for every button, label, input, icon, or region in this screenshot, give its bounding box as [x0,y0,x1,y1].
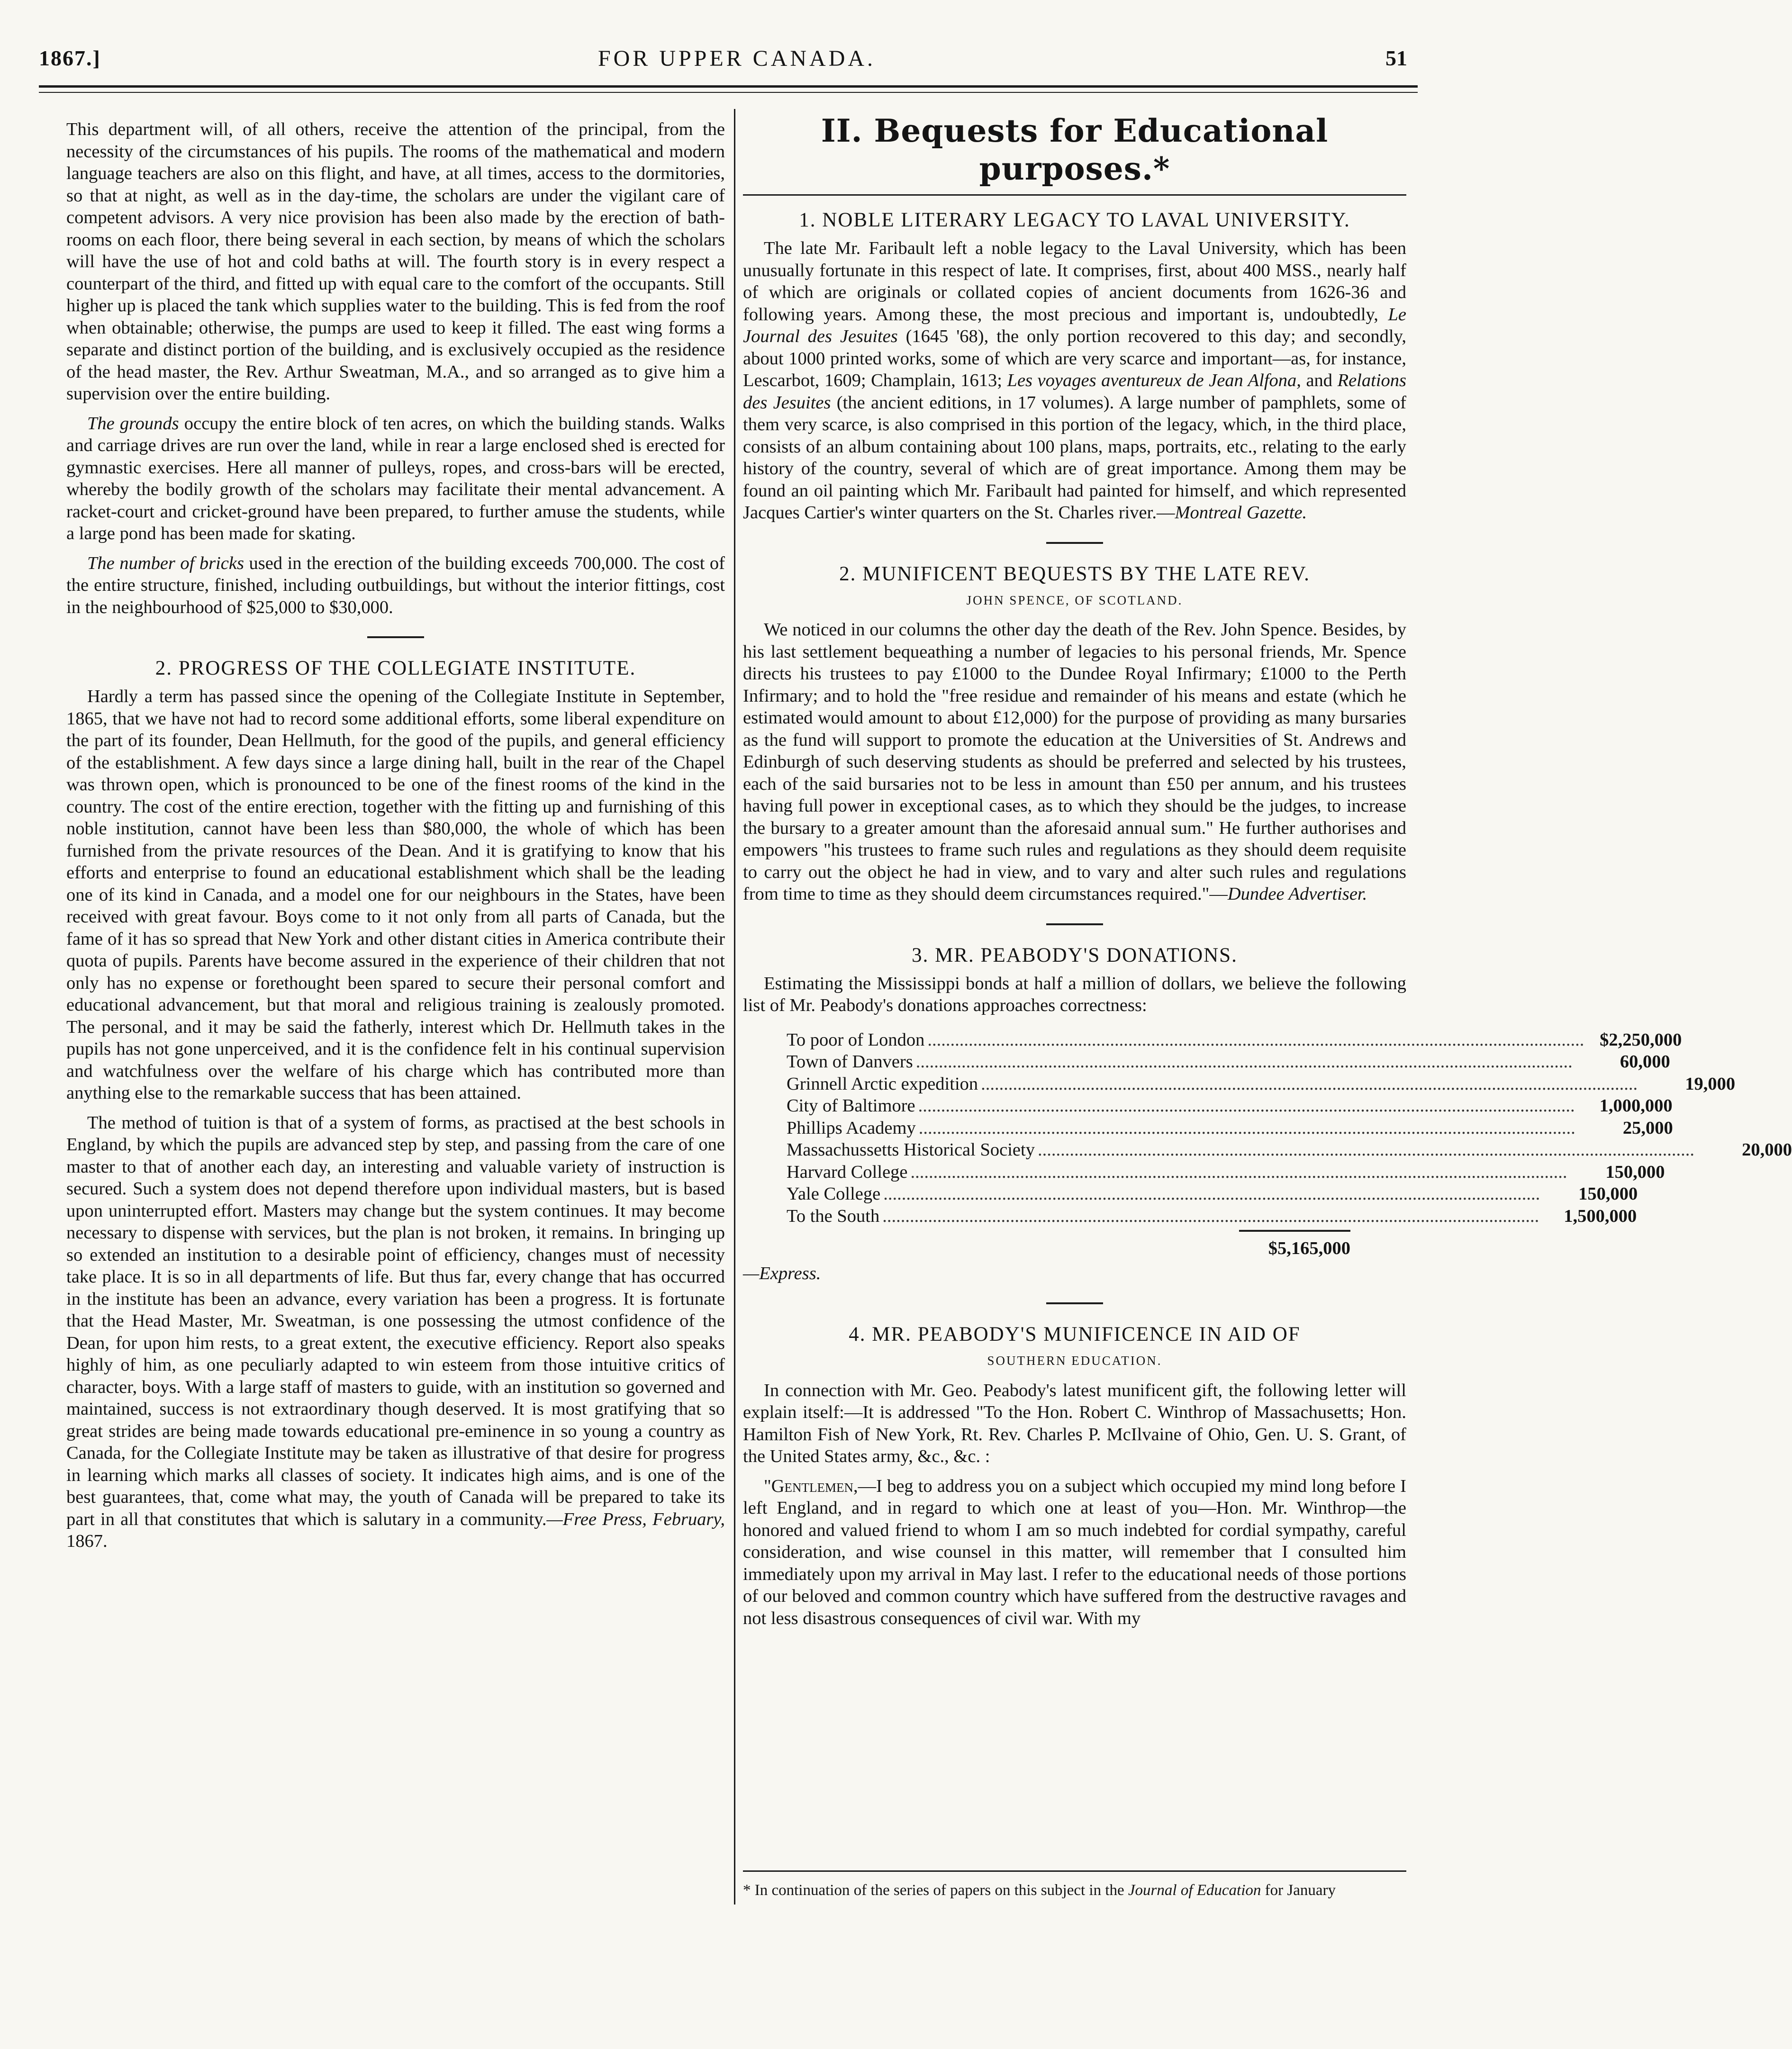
right-column [743,112,1792,1637]
left-column [66,118,725,1560]
section-subheading-southern: SOUTHERN EDUCATION. [987,1354,1162,1368]
running-head [0,45,1474,79]
part-title: II. Bequests for Educational purposes.* [821,112,1329,187]
munificence-paragraph-2: "Gentlemen,—I beg to address you on a subject which occupied my mind long before I left England, and in regard to which one at least of you—Hon. Mr. Winthrop—the honored and valued friend to whom I am so much indebted for cordial sympathy, careful consideration, and wise counsel in this matter, will remember that I consulted him immediately upon my arrival in May last. I refer to the educational needs of those portions of our beloved and common country which have suffered from the destructive ravages and not less disastrous consequences of civil war. With my [743,1476,1406,1628]
column-divider [734,109,735,1905]
section-separator [367,636,424,638]
header-rule-thick [39,85,1418,88]
part-title-rule [743,194,1406,196]
donations-total-rule [1239,1230,1350,1232]
donation-row: Harvard College ................................................................................................................................................ 150,000 [787,1162,1665,1182]
header-title: FOR UPPER CANADA. [597,46,876,71]
donation-row: To poor of London ................................................................................................................................................ $2,250,000 [787,1029,1682,1050]
donation-row: To the South ................................................................................................................................................ 1,500,000 [787,1206,1637,1226]
donation-row: Yale College ................................................................................................................................................ 150,000 [787,1184,1638,1204]
section-heading-peabody-donations: 3. MR. PEABODY'S DONATIONS. [912,944,1238,966]
section-heading-spence: 2. MUNIFICENT BEQUESTS BY THE LATE REV. [839,562,1310,585]
donations-total: $5,165,000 [1268,1238,1350,1258]
section-separator [1046,1302,1103,1304]
donation-row: Massachussetts Historical Society ................................................................................................................................................ 20,000 [787,1140,1792,1160]
section-heading-laval: 1. NOBLE LITERARY LEGACY TO LAVAL UNIVERSITY. [799,209,1350,231]
donations-attribution: —Express. [743,1263,821,1283]
munificence-paragraph-1: In connection with Mr. Geo. Peabody's latest munificent gift, the following letter will explain itself:—It is addressed "To the Hon. Robert C. Winthrop of Massachusetts; Hon. Hamilton Fish of New York, Rt. Rev. Charles P. McIlvaine of Ohio, Gen. U. S. Grant, of the United States army, &c., &c. : [743,1380,1406,1466]
collegiate-paragraph-2: The method of tuition is that of a system of forms, as practised at the best schools in England, by which the pupils are advanced step by step, and passing from the care of one master to that of another each day, an interesting and valuable variety of instruction is secured. Such a system does not depend therefore upon individual masters, but is based upon uninterrupted effort. Masters may change but the system continues. It may become necessary to dispense with services, but the plan is not broken, it remains. In bringing up so extended an institution to a desirable point of efficiency, changes must of necessity take place. It is so in all departments of life. But thus far, every change that has occurred in the institute has been an advance, every variation has been a progress. It is fortunate that the Head Master, Mr. Sweatman, is one possessing the utmost confidence of the Dean, for upon him rests, to a great extent, the executive efficiency. Report also speaks highly of him, as one peculiarly adapted to win esteem from those intuitive critics of character, boys. With a large staff of masters to guide, with an institution so governed and maintained, success is not extraordinary though deserved. It is most gratifying that so great strides are being made towards educational pre-eminence in so young a country as Canada, for the Collegiate Institute may be taken as illustrative of that desire for progress in learning which marks all classes of society. It indicates high aims, and is one of the best guarantees, that, come what may, the youth of Canada will be prepared to take its part in all that constitutes that which is salutary in a community.—Free Press, February, 1867. [66,1112,725,1551]
header-rule-thin [39,92,1418,93]
donations-table [787,1029,1792,1260]
section-heading-collegiate: 2. PROGRESS OF THE COLLEGIATE INSTITUTE. [155,657,636,679]
donation-row: Town of Danvers ................................................................................................................................................ 60,000 [787,1052,1670,1072]
bricks-paragraph: The number of bricks used in the erection of the building exceeds 700,000. The cost of the entire structure, finished, including outbuildings, but without the interior fittings, cost in the neighbourhood of $25,000 to $30,000. [66,553,725,617]
donation-row: City of Baltimore ................................................................................................................................................ 1,000,000 [787,1096,1673,1116]
header-year: 1867.] [39,46,101,70]
footnote: * In continuation of the series of papers on this subject in the Journal of Education for January [743,1870,1406,1900]
section-separator [1046,923,1103,925]
collegiate-paragraph-1: Hardly a term has passed since the opening of the Collegiate Institute in September, 1865, that we have not had to record some additional efforts, some liberal expenditure on the part of its founder, Dean Hellmuth, for the good of the pupils, and general efficiency of the establishment. A few days since a large dining hall, built in the rear of the Chapel was thrown open, which is pronounced to be one of the finest rooms of the kind in the country. The cost of the entire erection, together with the fitting up and furnishing of this noble institution, cannot have been less than $80,000, the whole of which has been furnished from the private resources of the Dean. And it is gratifying to know that his efforts and enterprise to found an educational establishment which shall be the leading one of its kind in Canada, and a model one for our neighbours in the States, have been received with great favour. Boys come to it not only from all parts of Canada, but the fame of it has so spread that New York and other distant cities in America contribute their quota of pupils. Parents have become assured in the experience of their children that not only has no expense or forethought been spared to secure their personal comfort and educational advancement, but that moral and religious training is zealously promoted. The personal, and it may be said the fatherly, interest which Dr. Hellmuth takes in the pupils has not gone unperceived, and it is the confidence felt in his continual supervision and watchfulness over the welfare of his charge which has contributed more than anything else to the remarkable success that has been attained. [66,686,725,1103]
grounds-paragraph: The grounds occupy the entire block of ten acres, on which the building stands. Walks and carriage drives are run over the land, while in rear a large enclosed shed is erected for gymnastic exercises. Here all manner of pulleys, ropes, and cross-bars will be erected, whereby the bodily growth of the scholars may facilitate their mental advancement. A racket-court and cricket-ground have been prepared, to further amuse the students, while a large pond has been made for skating. [66,413,725,543]
page-number: 51 [1385,46,1407,70]
donation-row: Phillips Academy ................................................................................................................................................ 25,000 [787,1118,1673,1138]
donations-intro: Estimating the Mississippi bonds at half a million of dollars, we believe the following list of Mr. Peabody's donations approaches correctness: [743,973,1406,1015]
intro-paragraph: This department will, of all others, receive the attention of the principal, from the necessity of the circumstances of his pupils. The rooms of the mathematical and modern language teachers are also on this flight, and have, at all times, access to the dormitories, so that at night, as well as in the day-time, the scholars are under the vigilant care of competent advisors. A very nice provision has been also made by the erection of bath-rooms on each floor, there being several in each section, by means of which the scholars will have the use of hot and cold baths at will. The fourth story is in every respect a counterpart of the third, and fitted up with equal care to the comfort of the occupants. Still higher up is placed the tank which supplies water to the building. This is fed from the roof when obtainable; otherwise, the pumps are used to keep it filled. The east wing forms a separate and distinct portion of the building, and is exclusively occupied as the residence of the head master, the Rev. Arthur Sweatman, M.A., and so arranged as to give him a supervision over the entire building. [66,119,725,404]
donation-row: Grinnell Arctic expedition ................................................................................................................................................ 19,000 [787,1074,1736,1094]
section-heading-peabody-munificence: 4. MR. PEABODY'S MUNIFICENCE IN AID OF [849,1323,1301,1345]
section-subheading-spence: JOHN SPENCE, OF SCOTLAND. [966,593,1183,607]
section-separator [1046,542,1103,544]
laval-paragraph: The late Mr. Faribault left a noble legacy to the Laval University, which has been unusually fortunate in this respect of late. It comprises, first, about 400 MSS., nearly half of which are originals or collated copies of ancient documents from 1626-36 and following years. Among these, the most precious and important is, undoubtedly, Le Journal des Jesuites (1645 '68), the only portion recovered to this day; and secondly, about 1000 printed works, some of which are very scarce and important—as, for instance, Lescarbot, 1609; Champlain, 1613; Les voyages aventureux de Jean Alfona, and Relations des Jesuites (the ancient editions, in 17 volumes). A large number of pamphlets, some of them very scarce, is also comprised in this portion of the legacy, which, in the third place, consists of an album containing about 100 plans, maps, portraits, etc., relating to the early history of the country, several of which are of great importance. Among them may be found an oil painting which Mr. Faribault had painted for himself, and which represented Jacques Cartier's winter quarters on the St. Charles river.—Montreal Gazette. [743,238,1407,523]
footnote-rule [743,1870,1406,1872]
spence-paragraph: We noticed in our columns the other day the death of the Rev. John Spence. Besides, by his last settlement bequeathing a number of legacies to his personal friends, Mr. Spence directs his trustees to pay £1000 to the Dundee Royal Infirmary; £1000 to the Perth Infirmary; and to hold the "free residue and remainder of his means and estate (which he estimated would amount to about £12,000) for the purpose of providing as many bursaries as the fund will support to promote the education at the Universities of St. Andrews and Edinburgh of such deserving students as should be preferred and selected by his trustees, each of the said bursaries not to be less in amount than £50 per annum, and his trustees having full power in exceptional cases, as to which they should be the judges, to increase the bursary to a greater amount than the aforesaid annual sum." He further authorises and empowers "his trustees to frame such rules and regulations as they should deem requisite to carry out the object he had in view, and to vary and alter such rules and regulations from time to time as they should deem circumstances required."—Dundee Advertiser. [743,620,1406,904]
